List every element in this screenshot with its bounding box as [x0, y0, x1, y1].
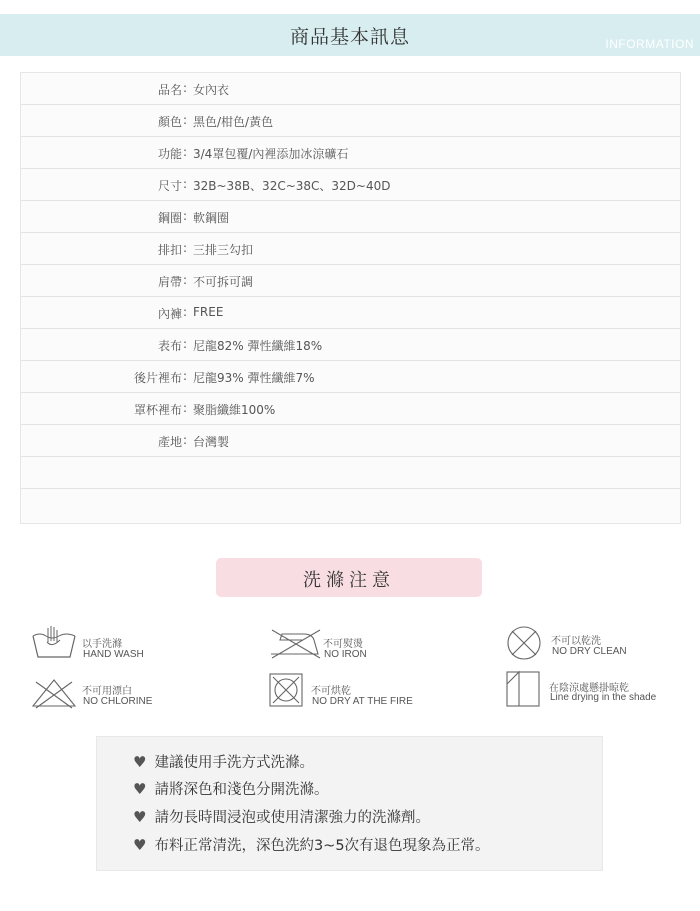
- info-separator: :: [183, 177, 188, 191]
- info-label: 後片裡布: [133, 371, 182, 385]
- care-label-en: NO IRON: [324, 649, 367, 660]
- info-separator: :: [183, 81, 188, 95]
- info-label: 鋼圈: [157, 211, 182, 225]
- care-line-dry-shade: [505, 670, 695, 710]
- info-value: FREE: [193, 305, 224, 319]
- hand-wash-icon: [30, 624, 78, 662]
- care-no-iron: [268, 624, 468, 664]
- tip-item: [133, 751, 314, 772]
- info-value: 黑色/柑色/黃色: [193, 115, 274, 129]
- info-value: 女內衣: [193, 83, 230, 97]
- info-row-empty: [21, 489, 680, 521]
- no-dry-clean-icon: [505, 624, 543, 662]
- info-row: [21, 201, 680, 233]
- care-label-zh: 以手洗滌: [82, 639, 122, 650]
- info-value: 尼龍82% 彈性纖維18%: [193, 339, 323, 353]
- info-row: [21, 169, 680, 201]
- info-value: 聚脂纖維100%: [193, 403, 276, 417]
- info-label: 顏色: [157, 115, 182, 129]
- info-value: 3/4罩包覆/內裡添加冰涼礦石: [193, 147, 349, 161]
- tip-text: 布料正常清洗，深色洗約3~5次有退色現象為正常。: [154, 838, 490, 854]
- info-row: [21, 137, 680, 169]
- tip-text: 請將深色和淺色分開洗滌。: [154, 782, 329, 798]
- no-chlorine-icon: [30, 676, 78, 710]
- info-row: [21, 73, 680, 105]
- care-label-en: HAND WASH: [83, 649, 144, 660]
- info-separator: :: [183, 241, 188, 255]
- care-label-en: NO DRY AT THE FIRE: [312, 696, 413, 707]
- info-label: 尺寸: [157, 179, 182, 193]
- care-no-dry-clean: [505, 624, 695, 664]
- tip-item: [133, 778, 328, 799]
- info-row: [21, 105, 680, 137]
- info-separator: :: [183, 369, 188, 383]
- care-no-tumble-dry: [268, 672, 468, 712]
- tip-item: [133, 834, 490, 855]
- info-separator: :: [183, 337, 188, 351]
- info-separator: :: [183, 305, 188, 319]
- no-iron-icon: [268, 624, 322, 662]
- info-value: 軟鋼圈: [193, 211, 230, 225]
- heart-icon: ♥: [133, 836, 147, 854]
- care-hand-wash: [30, 624, 230, 664]
- info-value: 台灣製: [193, 435, 230, 449]
- care-label-en: NO DRY CLEAN: [552, 646, 627, 657]
- care-label-en: Line drying in the shade: [550, 692, 657, 703]
- info-label: 排扣: [157, 243, 182, 257]
- info-row-empty: [21, 457, 680, 489]
- info-separator: :: [183, 145, 188, 159]
- info-separator: :: [183, 401, 188, 415]
- info-separator: :: [183, 209, 188, 223]
- product-info-table: [20, 72, 681, 524]
- info-label: 表布: [157, 339, 182, 353]
- section-subtitle: INFORMATION: [605, 37, 694, 51]
- section-title: 商品基本訊息: [289, 26, 410, 48]
- section-header: [0, 14, 700, 56]
- info-row: [21, 425, 680, 457]
- info-separator: :: [183, 433, 188, 447]
- info-label: 內褲: [157, 307, 182, 321]
- info-row: [21, 233, 680, 265]
- info-separator: :: [183, 273, 188, 287]
- info-separator: :: [183, 113, 188, 127]
- info-label: 罩杯裡布: [133, 403, 182, 417]
- care-label-en: NO CHLORINE: [83, 696, 153, 707]
- wash-banner: [216, 558, 482, 597]
- wash-title: 洗滌注意: [303, 570, 395, 591]
- washing-tips-box: [96, 736, 603, 871]
- care-label-zh: 在陰涼處懸掛晾乾: [549, 683, 629, 694]
- info-row: [21, 329, 680, 361]
- info-value: 32B~38B、32C~38C、32D~40D: [193, 179, 391, 193]
- info-row: [21, 393, 680, 425]
- heart-icon: ♥: [133, 808, 147, 826]
- heart-icon: ♥: [133, 780, 147, 798]
- info-value: 尼龍93% 彈性纖維7%: [193, 371, 315, 385]
- info-value: 不可拆可調: [193, 275, 254, 289]
- info-label: 產地: [157, 435, 182, 449]
- tip-text: 建議使用手洗方式洗滌。: [154, 755, 314, 771]
- care-label-zh: 不可烘乾: [311, 686, 351, 697]
- heart-icon: ♥: [133, 753, 147, 771]
- info-label: 功能: [157, 147, 182, 161]
- info-label: 品名: [157, 83, 182, 97]
- info-row: [21, 361, 680, 393]
- info-row: [21, 265, 680, 297]
- care-no-chlorine: [30, 676, 230, 716]
- care-label-zh: 不可用漂白: [82, 686, 132, 697]
- info-value: 三排三勾扣: [193, 243, 254, 257]
- info-row: [21, 297, 680, 329]
- tip-item: [133, 806, 430, 827]
- info-label: 肩帶: [157, 275, 182, 289]
- line-dry-shade-icon: [505, 670, 541, 708]
- care-label-zh: 不可以乾洗: [551, 636, 601, 647]
- care-label-zh: 不可熨燙: [323, 639, 363, 650]
- tip-text: 請勿長時間浸泡或使用清潔強力的洗滌劑。: [154, 810, 430, 826]
- no-tumble-dry-icon: [268, 672, 304, 708]
